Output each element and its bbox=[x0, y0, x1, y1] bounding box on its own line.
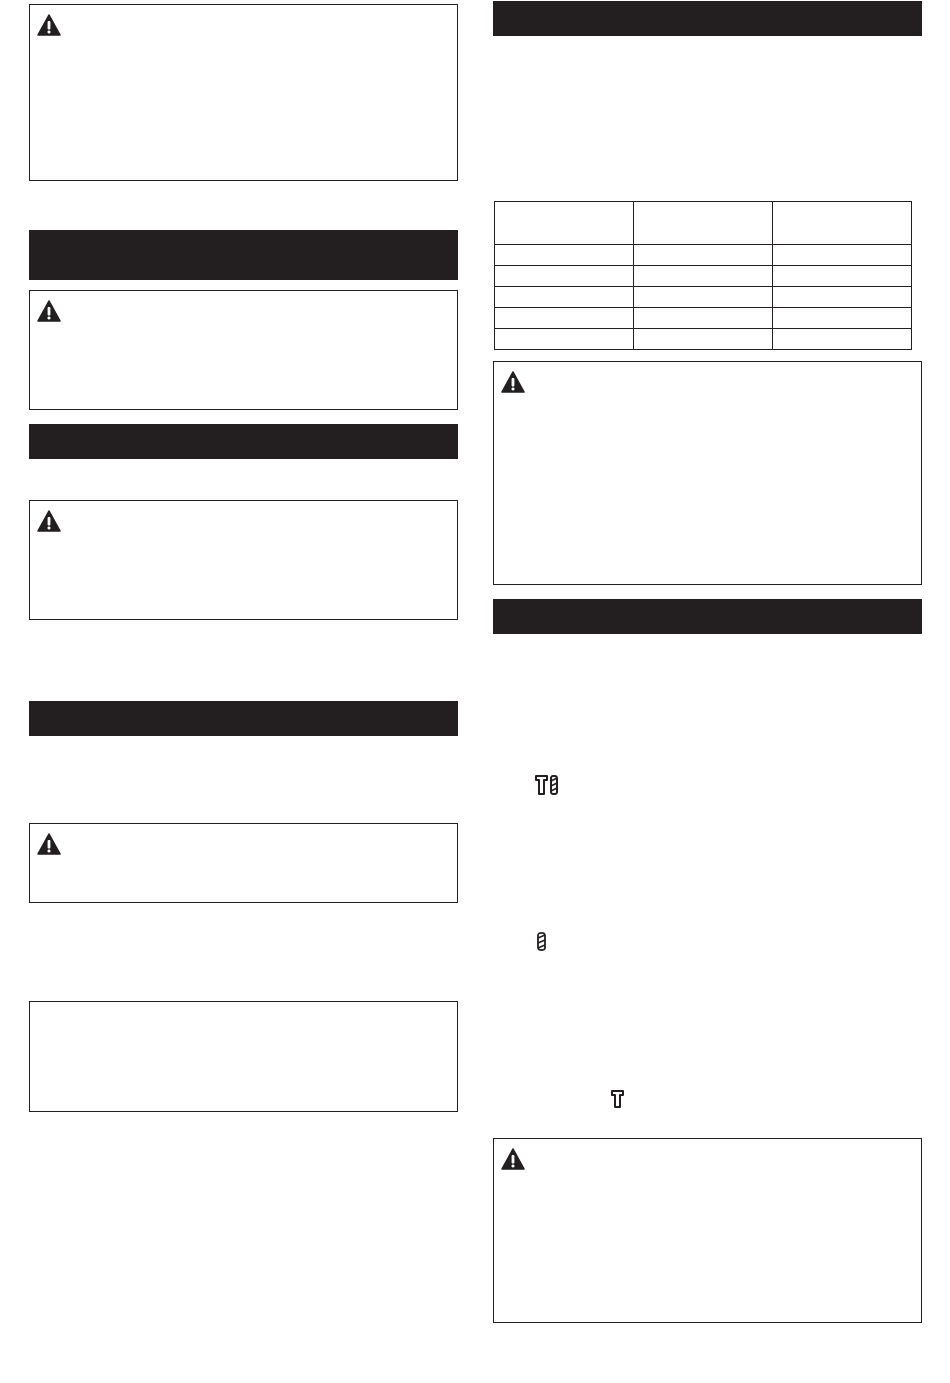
table-cell bbox=[773, 245, 912, 266]
drill-bit-mode-icon bbox=[536, 932, 548, 952]
warning-triangle-icon bbox=[37, 510, 61, 532]
table-row bbox=[495, 308, 912, 329]
table-header-cell bbox=[773, 202, 912, 245]
table-cell bbox=[634, 287, 773, 308]
table-header-cell bbox=[495, 202, 634, 245]
table-cell bbox=[634, 266, 773, 287]
warning-box bbox=[493, 361, 922, 585]
table-row bbox=[495, 245, 912, 266]
warning-triangle-icon bbox=[37, 300, 61, 322]
warning-box bbox=[29, 823, 458, 903]
table-cell bbox=[773, 266, 912, 287]
section-header-bar bbox=[493, 1, 922, 36]
warning-box bbox=[493, 1138, 922, 1323]
section-header-bar bbox=[493, 599, 922, 634]
table-cell bbox=[773, 287, 912, 308]
hammer-drill-mode-icon bbox=[534, 774, 560, 796]
section-header-bar bbox=[29, 424, 458, 459]
warning-box bbox=[29, 4, 458, 181]
table-cell bbox=[495, 287, 634, 308]
table-cell bbox=[634, 308, 773, 329]
table-cell bbox=[634, 245, 773, 266]
warning-triangle-icon bbox=[37, 833, 61, 855]
specification-table bbox=[494, 201, 912, 350]
warning-box bbox=[29, 290, 458, 410]
note-box bbox=[29, 1001, 458, 1112]
table-cell bbox=[773, 329, 912, 350]
warning-triangle-icon bbox=[501, 371, 525, 393]
table-cell bbox=[495, 266, 634, 287]
section-header-bar bbox=[29, 701, 458, 736]
table-cell bbox=[495, 245, 634, 266]
warning-triangle-icon bbox=[501, 1148, 525, 1170]
table-header-row bbox=[495, 202, 912, 245]
table-row bbox=[495, 266, 912, 287]
warning-triangle-icon bbox=[37, 14, 61, 36]
section-header-bar bbox=[29, 230, 458, 280]
table-cell bbox=[495, 329, 634, 350]
table-row bbox=[495, 287, 912, 308]
hammer-mode-icon bbox=[610, 1089, 626, 1109]
table-cell bbox=[495, 308, 634, 329]
table-header-cell bbox=[634, 202, 773, 245]
table-cell bbox=[773, 308, 912, 329]
table-cell bbox=[634, 329, 773, 350]
table-row bbox=[495, 329, 912, 350]
warning-box bbox=[29, 500, 458, 620]
